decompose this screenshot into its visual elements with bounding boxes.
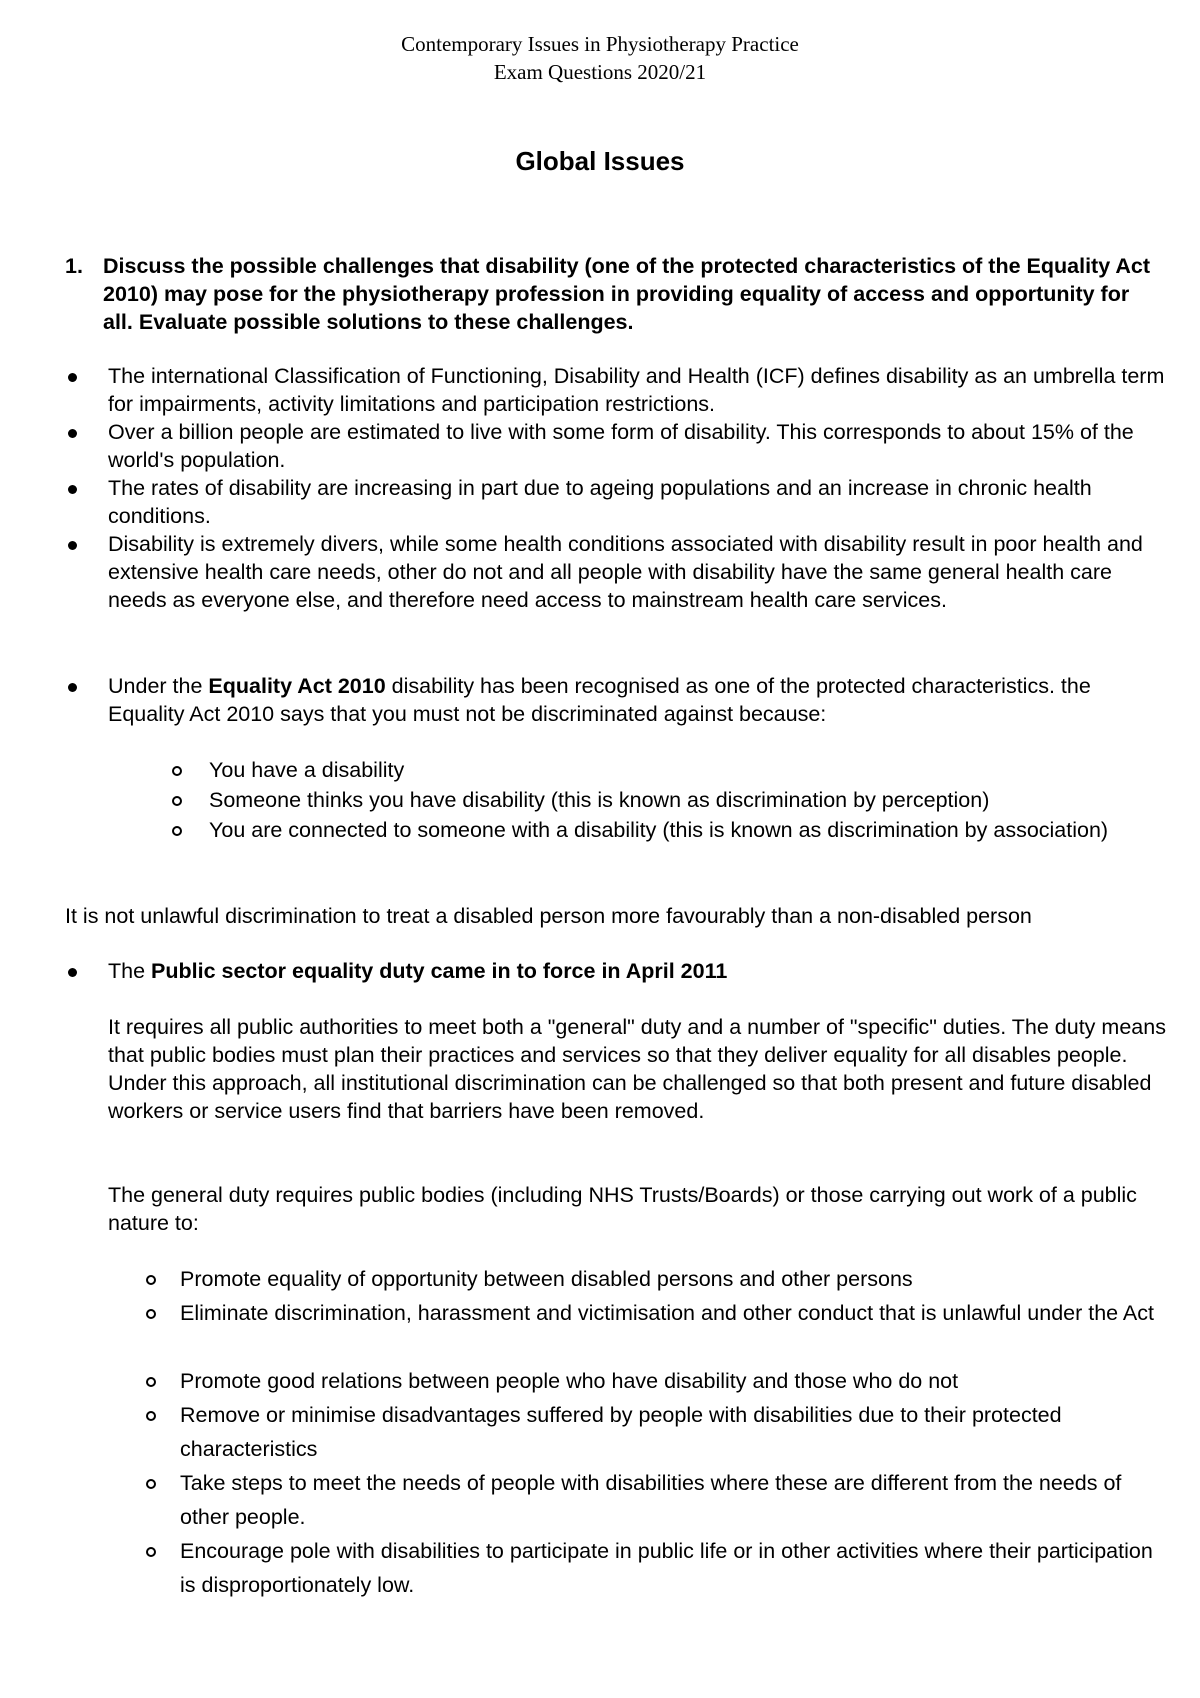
- public-sector-paragraph: It requires all public authorities to meet both a "general" duty and a number of "specific" duties. The duty means that public bodies must plan their practices and services so that they deliver equality for all disables people. Under this approach, all institutional discrimination can be challenged so that both present and future disabled workers or service users find that barriers have been removed.: [108, 1015, 1166, 1123]
- bullet-text: The rates of disability are increasing in part due to ageing populations and an increase in chronic health conditions.: [108, 476, 1092, 528]
- text-run: Under the: [108, 674, 209, 698]
- duty-text: Take steps to meet the needs of people with disabilities where these are different from the needs of other people.: [180, 1471, 1122, 1529]
- circle-bullet-icon: [146, 1547, 156, 1557]
- circle-bullet-icon: [172, 766, 182, 776]
- bullet-text: [108, 957, 1173, 985]
- unlawful-note: It is not unlawful discrimination to treat a disabled person more favourably than a non-disabled person: [65, 904, 1032, 928]
- bullet-icon: [68, 429, 77, 438]
- circle-bullet-icon: [146, 1479, 156, 1489]
- question-text: Discuss the possible challenges that disability (one of the protected characteristics of the Equality Act 2010) may pose for the physiotherapy profession in providing equality of access and opportunity for all. Evaluate possible solutions to these challenges.: [103, 254, 1150, 334]
- section-title: Global Issues: [515, 146, 685, 176]
- sub-item-text: Someone thinks you have disability (this is known as discrimination by perception): [209, 788, 990, 812]
- circle-bullet-icon: [172, 796, 182, 806]
- question-1: [65, 252, 1155, 336]
- sub-item-text: You are connected to someone with a disability (this is known as discrimination by association): [209, 818, 1109, 842]
- duty-text: Promote equality of opportunity between disabled persons and other persons: [180, 1267, 913, 1291]
- bullet-icon: [68, 541, 77, 550]
- circle-bullet-icon: [146, 1275, 156, 1285]
- bullet-text: [108, 672, 1173, 728]
- duty-text: Encourage pole with disabilities to participate in public life or in other activities where their participation is disproportionately low.: [180, 1539, 1153, 1597]
- bullet-icon: [68, 485, 77, 494]
- question-number: 1.: [65, 254, 83, 278]
- circle-bullet-icon: [146, 1377, 156, 1387]
- public-sector-bold: Public sector equality duty came in to force in April 2011: [151, 959, 728, 983]
- bullet-text: Disability is extremely divers, while some health conditions associated with disability result in poor health and extensive health care needs, other do not and all people with disability have the same general health care needs as everyone else, and therefore need access to mainstream health care services.: [108, 532, 1143, 612]
- exam-subtitle: Exam Questions 2020/21: [493, 60, 707, 84]
- bullet-icon: [68, 373, 77, 382]
- text-run: disability has been recognised as one of the protected characteristics. the Equality Act 2010 says that you must not be discriminated against because:: [108, 674, 1091, 726]
- bullet-icon: [68, 683, 77, 692]
- duty-text: Eliminate discrimination, harassment and victimisation and other conduct that is unlawful under the Act: [180, 1301, 1154, 1325]
- sub-item-text: You have a disability: [209, 758, 405, 782]
- circle-bullet-icon: [146, 1309, 156, 1319]
- duty-text: Remove or minimise disadvantages suffered by people with disabilities due to their protected characteristics: [180, 1403, 1062, 1461]
- circle-bullet-icon: [146, 1411, 156, 1421]
- equality-act-bold: Equality Act 2010: [208, 674, 386, 698]
- general-duty-paragraph: The general duty requires public bodies (including NHS Trusts/Boards) or those carrying out work of a public nature to:: [108, 1183, 1137, 1235]
- duty-text: Promote good relations between people who have disability and those who do not: [180, 1369, 959, 1393]
- bullet-text: The international Classification of Functioning, Disability and Health (ICF) defines disability as an umbrella term for impairments, activity limitations and participation restrictions.: [108, 364, 1165, 416]
- course-title: Contemporary Issues in Physiotherapy Practice: [401, 32, 799, 56]
- bullet-icon: [68, 968, 77, 977]
- circle-bullet-icon: [172, 826, 182, 836]
- bullet-text: Over a billion people are estimated to live with some form of disability. This corresponds to about 15% of the world's population.: [108, 420, 1134, 472]
- text-run: The: [108, 959, 152, 983]
